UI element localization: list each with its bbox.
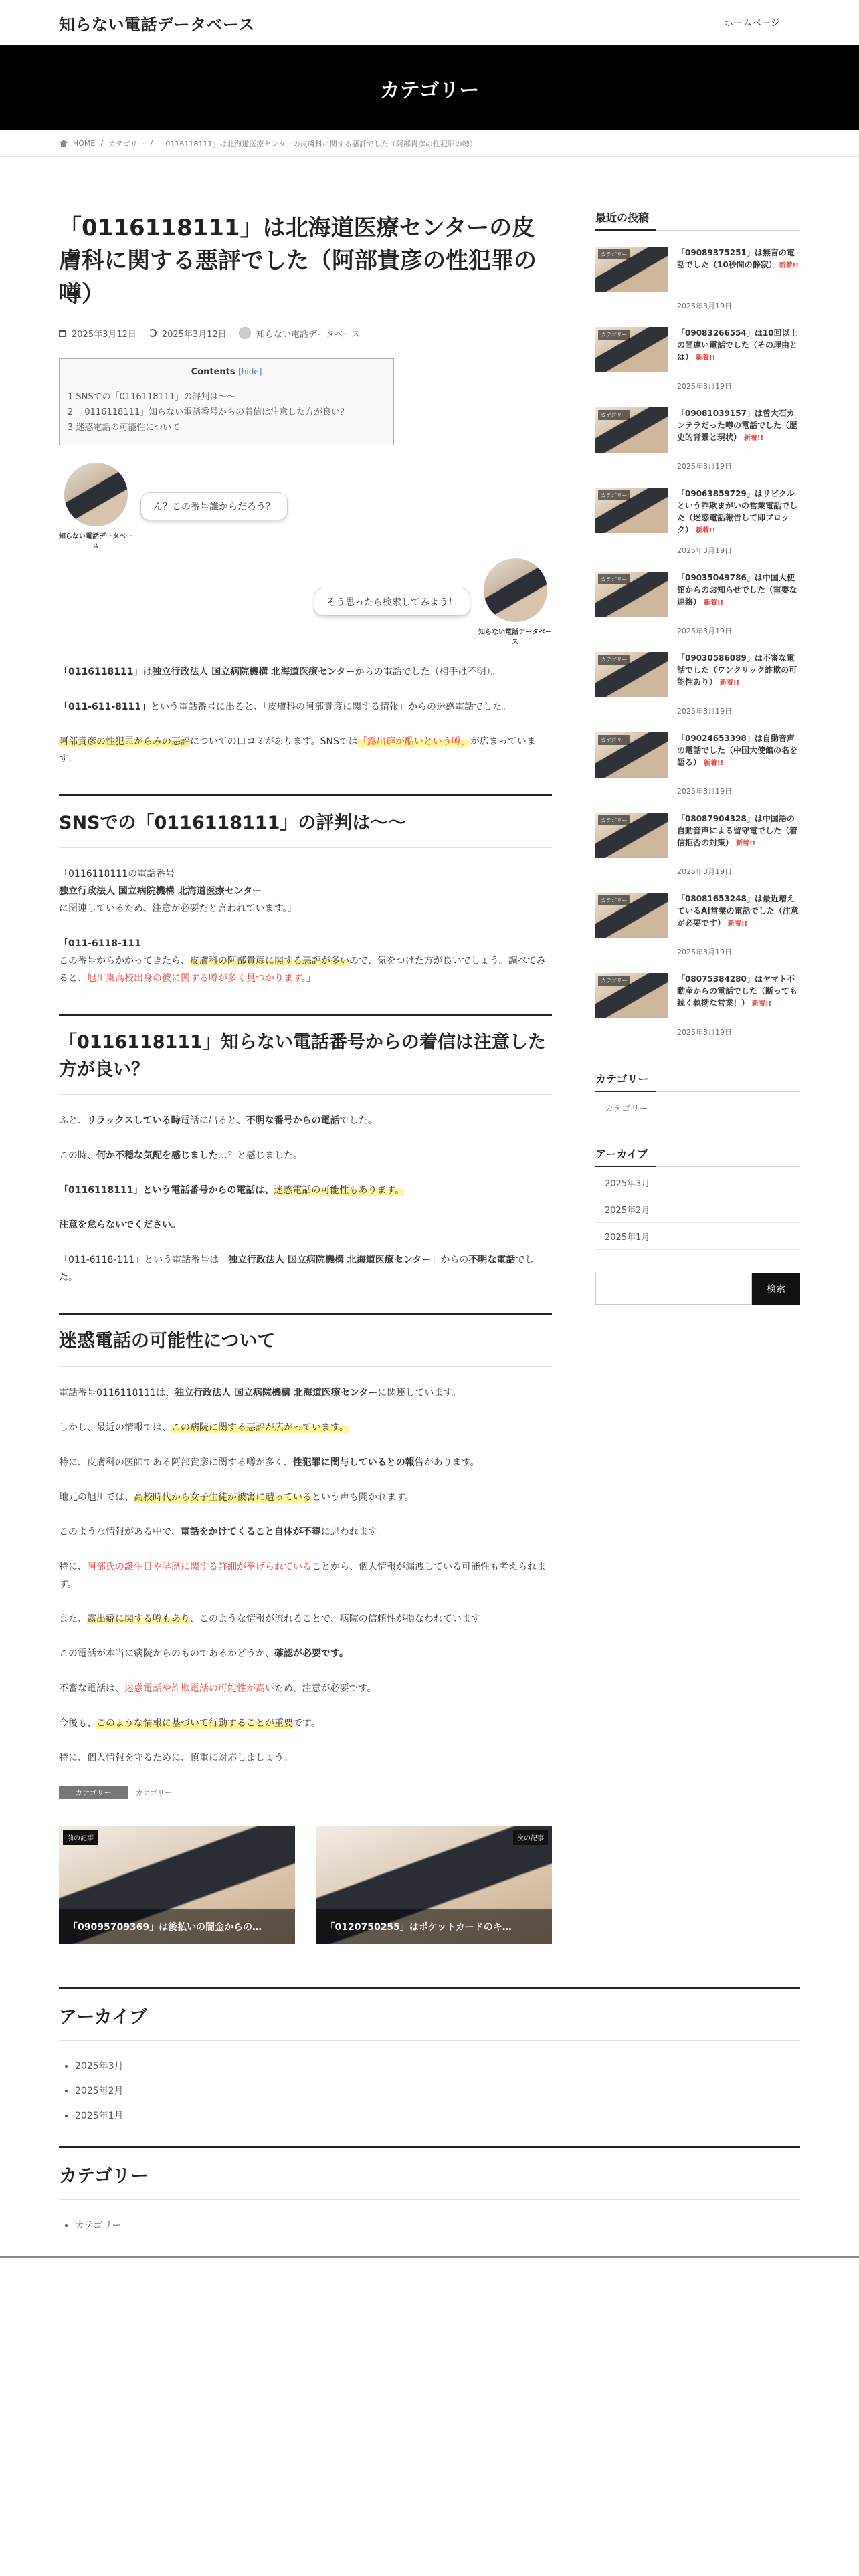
recent-post-title-wrap[interactable]: [677, 732, 800, 778]
text: …？と感じました。: [218, 1150, 302, 1162]
text: 」: [306, 973, 316, 984]
new-badge: 新着!!: [720, 679, 740, 687]
paragraph: [59, 1489, 552, 1506]
archive-link[interactable]: 2025年3月: [75, 2060, 124, 2072]
category-link[interactable]: カテゴリー: [75, 2220, 122, 2231]
thumb-category-label: カテゴリー: [598, 410, 630, 420]
text-strong: 「0116118111」という電話番号からの電話は、: [59, 1185, 274, 1196]
text: 」からの: [431, 1255, 469, 1266]
text: 、このような情報が流れることで、病院の信頼性が損なわれています。: [190, 1613, 489, 1624]
text: しかし、最近の情報では、: [59, 1422, 171, 1433]
text: でした。: [59, 1255, 535, 1283]
new-badge: 新着!!: [728, 920, 748, 928]
recent-post-thumbnail[interactable]: [595, 488, 668, 533]
balloon-name: 知らない電話データベース: [478, 628, 552, 646]
search-button[interactable]: 検索: [752, 1273, 800, 1305]
archive-item[interactable]: [595, 1196, 800, 1223]
prev-label: 前の記事: [63, 1830, 98, 1845]
text-strong: 独立行政法人 国立病院機構 北海道医療センター: [228, 1255, 432, 1266]
paragraph: [59, 1112, 552, 1130]
text: ため、注意が必要です。: [274, 1683, 377, 1694]
text-red: 「露出癖が酷いという噂」: [357, 736, 470, 747]
recent-post-title[interactable]: 「09030586089」は不審な電話でした（ワンクリック詐欺の可能性あり）: [677, 653, 797, 687]
intro-paragraph: [59, 663, 552, 681]
recent-post-title-wrap[interactable]: [677, 652, 800, 697]
prev-title: 「09095709369」は後払いの闇金からの…: [59, 1909, 295, 1944]
new-badge: 新着!!: [744, 435, 764, 442]
recent-post-title[interactable]: 「09089375251」は無言の電話でした（10秒間の静寂）: [677, 248, 795, 270]
recent-post-thumbnail[interactable]: [595, 813, 668, 858]
balloon-text: そう思ったら検索してみよう！: [314, 588, 470, 616]
archive-link[interactable]: 2025年1月: [605, 1232, 650, 1243]
recent-post[interactable]: [595, 572, 800, 617]
recent-post-item[interactable]: [595, 407, 800, 471]
author-avatar: [239, 327, 251, 339]
paragraph: [59, 1558, 552, 1593]
text-highlight: この病院に関する悪評が広がっています。: [171, 1422, 349, 1433]
text-strong: 性犯罪に関与しているとの報告: [292, 1457, 424, 1468]
thumb-category-label: カテゴリー: [598, 735, 630, 745]
recent-post-date: 2025年3月19日: [677, 867, 732, 876]
recent-post-title-wrap[interactable]: [677, 407, 800, 453]
recent-post-item[interactable]: [595, 973, 800, 1037]
category-item[interactable]: [595, 1095, 800, 1121]
published-date: 2025年3月12日: [72, 329, 136, 340]
text: この時、: [59, 1150, 96, 1162]
text-strong: 独立行政法人 国立病院機構 北海道医療センター: [152, 666, 355, 677]
text: です。: [293, 1717, 320, 1729]
text: があります。: [423, 1457, 480, 1468]
recent-post[interactable]: [595, 893, 800, 938]
paragraph: [59, 1523, 552, 1541]
recent-post-thumbnail[interactable]: [595, 572, 668, 617]
home-icon: [59, 140, 68, 147]
text: からの電話でした（相手は不明）。: [355, 666, 500, 677]
speech-balloon-right: [59, 558, 552, 646]
text-highlight: 迷惑電話の可能性もあります。: [274, 1185, 405, 1196]
text: このような情報がある中で、: [59, 1526, 181, 1537]
recent-post[interactable]: [595, 247, 800, 292]
archive-link[interactable]: 2025年2月: [75, 2085, 124, 2097]
paragraph: [59, 1182, 552, 1199]
new-badge: 新着!!: [696, 527, 716, 534]
text: は: [142, 666, 153, 677]
intro-paragraph: [59, 698, 552, 716]
toc-header: [68, 367, 385, 377]
text-red: 阿部氏の誕生日や学歴に関する詳細が挙げられている: [87, 1561, 312, 1572]
text: この番号からかかってきたら、: [59, 956, 190, 967]
recent-post-title-wrap[interactable]: [677, 327, 800, 372]
update-icon: [149, 329, 157, 337]
text: に関連しています。: [377, 1387, 462, 1398]
recent-post-thumbnail[interactable]: [595, 327, 668, 372]
footer-category-list: [59, 2214, 800, 2238]
text-strong: 電話をかけてくること自体が不審: [180, 1526, 321, 1537]
recent-post-title[interactable]: 「09024653398」は自動音声の電話でした（中国大使館の名を語る）: [677, 734, 798, 767]
sidebar: [595, 187, 800, 1944]
section-heading: 迷惑電話の可能性について: [59, 1313, 552, 1367]
recent-post-date: 2025年3月19日: [677, 382, 732, 391]
recent-post-date: 2025年3月19日: [677, 546, 732, 555]
site-header: [0, 0, 859, 45]
balloon-avatar: [478, 558, 552, 646]
new-badge: 新着!!: [752, 1000, 772, 1008]
recent-post-title[interactable]: 「09035049786」は中国大使館からのお知らせでした（重要な連絡）: [677, 573, 797, 607]
text: に関連しているため、注意が必要だと言われています。」: [59, 903, 297, 915]
text-strong: 「0116118111」: [59, 666, 143, 677]
recent-post-item[interactable]: [595, 732, 800, 796]
toc-item[interactable]: 2 「0116118111」知らない電話番号からの着信は注意した方が良い？: [68, 407, 349, 417]
recent-post-title[interactable]: 「09083266554」は10回以上の間違い電話でした（その理由とは）: [677, 328, 798, 362]
text: ことから、個人情報が漏洩している可能性も考えられます。: [59, 1561, 546, 1590]
breadcrumb-current: 「0116118111」は北海道医療センターの皮膚科に関する悪評でした（阿部貴彦の性犯罪の噂）: [158, 139, 477, 148]
quote-paragraph: [59, 865, 552, 918]
recent-post-date: 2025年3月19日: [677, 948, 732, 956]
content-layout: [0, 187, 859, 1944]
recent-post-thumbnail[interactable]: [595, 407, 668, 453]
paragraph: [59, 1610, 552, 1628]
article: [59, 187, 552, 1944]
text: 今後も、: [59, 1717, 96, 1729]
calendar-icon: [59, 330, 66, 337]
toc-title: Contents: [191, 366, 235, 377]
text: に思われます。: [320, 1526, 386, 1537]
paragraph: [59, 1454, 552, 1471]
archive-item[interactable]: [595, 1223, 800, 1250]
new-badge: 新着!!: [704, 760, 724, 767]
recent-post-thumbnail[interactable]: [595, 732, 668, 778]
text: 電話に出ると、: [180, 1115, 246, 1127]
prev-post-card[interactable]: [59, 1826, 295, 1944]
text: ふと、: [59, 1115, 87, 1127]
post-navigation: [59, 1826, 552, 1944]
recent-post-thumbnail[interactable]: [595, 247, 668, 292]
text-strong: 不明な電話: [468, 1255, 516, 1266]
thumb-category-label: カテゴリー: [598, 330, 630, 340]
text: 「0116118111の電話番号: [59, 869, 175, 880]
balloon-avatar: [59, 463, 132, 550]
category-link[interactable]: カテゴリー: [605, 1104, 648, 1114]
quote-paragraph: [59, 935, 552, 987]
paragraph: 注意を怠らないでください。: [59, 1220, 181, 1231]
recent-post-title[interactable]: 「08081653248」は最近増えているAI営業の電話でした（注意が必要です）: [677, 894, 799, 928]
text: 特に、: [59, 1561, 87, 1572]
text-strong: 不明な番号からの電話: [246, 1115, 340, 1127]
footer-archive-item[interactable]: [75, 2104, 800, 2129]
next-post-card[interactable]: [316, 1826, 553, 1944]
text-red: 旭川東高校出身の彼に関する噂が多く見つかります。: [87, 973, 306, 984]
phone-photo-avatar: [64, 463, 128, 526]
paragraph: [59, 1384, 552, 1402]
footer-widgets: [0, 1987, 859, 2238]
thumb-category-label: カテゴリー: [598, 574, 630, 584]
recent-post[interactable]: [595, 327, 800, 372]
recent-post-title-wrap[interactable]: [677, 572, 800, 617]
footer-category-title: カテゴリー: [59, 2146, 800, 2200]
archive-link[interactable]: 2025年2月: [605, 1206, 650, 1216]
new-badge: 新着!!: [736, 840, 756, 847]
thumb-category-label: カテゴリー: [598, 976, 630, 986]
recent-post[interactable]: [595, 732, 800, 778]
site-title[interactable]: 知らない電話データベース: [59, 15, 255, 34]
recent-post-date: 2025年3月19日: [677, 462, 732, 471]
recent-post-item[interactable]: [595, 488, 800, 556]
category-link[interactable]: カテゴリー: [135, 1788, 173, 1797]
recent-post-item[interactable]: [595, 327, 800, 391]
category-list: [595, 1095, 800, 1121]
text: 不審な電話は、: [59, 1683, 124, 1694]
recent-post-title-wrap[interactable]: [677, 247, 800, 292]
text-strong: 「011-611-8111」: [59, 701, 151, 712]
toc-item[interactable]: 3 迷惑電話の可能性について: [68, 422, 181, 433]
recent-post-thumbnail[interactable]: [595, 893, 668, 938]
recent-post[interactable]: [595, 407, 800, 453]
balloon-text: ん？この番号誰からだろう？: [140, 492, 288, 520]
recent-post-title-wrap[interactable]: [677, 973, 800, 1018]
nav-home-link[interactable]: ホームページ: [724, 18, 780, 29]
recent-post-date: 2025年3月19日: [677, 627, 732, 635]
balloon-name: 知らない電話データベース: [59, 532, 132, 550]
recent-post-item[interactable]: [595, 813, 800, 877]
text-strong: リラックスしている時: [87, 1115, 181, 1127]
recent-post[interactable]: [595, 973, 800, 1018]
recent-post-title-wrap[interactable]: [677, 813, 800, 858]
breadcrumb-category[interactable]: カテゴリー: [108, 139, 145, 148]
text: 「011-6118-111」という電話番号は「: [59, 1255, 229, 1266]
text-strong: 何か不穏な気配を感じました: [96, 1150, 218, 1162]
text: 地元の旭川では、: [59, 1491, 134, 1503]
thumb-category-label: カテゴリー: [598, 655, 630, 665]
breadcrumb: [0, 130, 859, 157]
author-name[interactable]: 知らない電話データベース: [256, 329, 361, 340]
paragraph: [59, 1147, 552, 1164]
text: についての口コミがあります。SNSでは: [190, 736, 358, 747]
recent-post-date: 2025年3月19日: [677, 1028, 732, 1037]
archive-link[interactable]: 2025年3月: [605, 1179, 650, 1189]
archive-link[interactable]: 2025年1月: [75, 2110, 124, 2121]
section-heading: 「0116118111」知らない電話番号からの着信は注意した方が良い？: [59, 1014, 552, 1095]
next-title: 「0120750255」はポケットカードのキ…: [316, 1909, 553, 1944]
footer-archive-list: [59, 2054, 800, 2129]
recent-post[interactable]: [595, 813, 800, 858]
text: 電話番号0116118111は、: [59, 1387, 175, 1398]
text-strong: 独立行政法人 国立病院機構 北海道医療センター: [175, 1387, 378, 1398]
text: また、: [59, 1613, 87, 1624]
recent-post-date: 2025年3月19日: [677, 787, 732, 796]
recent-post-thumbnail[interactable]: [595, 973, 668, 1018]
paragraph: [59, 1715, 552, 1732]
recent-post-item[interactable]: [595, 893, 800, 957]
text-highlight: 露出癖に関する噂もあり: [87, 1613, 190, 1624]
recent-post-date: 2025年3月19日: [677, 707, 732, 716]
intro-paragraph: [59, 733, 552, 768]
recent-post-date: 2025年3月19日: [677, 302, 732, 310]
recent-post-item[interactable]: [595, 247, 800, 311]
recent-post-title[interactable]: 「08087904328」は中国語の自動音声による留守電でした（着信拒否の対策）: [677, 814, 798, 847]
recent-post[interactable]: [595, 652, 800, 697]
text-strong: 独立行政法人 国立病院機構 北海道医療センター: [59, 886, 262, 897]
paragraph: 特に、個人情報を守るために、慎重に対応しましょう。: [59, 1752, 293, 1763]
text-highlight: 阿部貴彦の性犯罪がらみの悪評: [59, 736, 190, 747]
new-badge: 新着!!: [704, 599, 724, 607]
toc-list: [68, 389, 385, 435]
table-of-contents: [59, 358, 394, 445]
recent-post-title[interactable]: 「09063859729」はリビクルという詐欺まがいの営業電話でした（迷惑電話報告して即ブロック）: [677, 489, 798, 534]
recent-post-title[interactable]: 「08075384280」はヤマト不動産からの電話でした（断っても続く執拗な営業！）: [677, 974, 798, 1008]
text: 特に、皮膚科の医師である阿部貴彦に関する噂が多く、: [59, 1457, 293, 1468]
text-strong: 「011-6118-111: [59, 938, 142, 950]
text: この電話が本当に病院からのものであるかどうか、: [59, 1648, 274, 1659]
recent-post-item[interactable]: [595, 652, 800, 716]
text-highlight: 皮膚科の阿部貴彦に関する悪評が多い: [190, 956, 349, 967]
text-red: 迷惑電話や詐欺電話の可能性が高い: [124, 1683, 274, 1694]
footer-divider: [0, 2256, 859, 2258]
thumb-category-label: カテゴリー: [598, 815, 630, 825]
text-strong: 確認が必要です。: [274, 1648, 349, 1659]
search-input[interactable]: [595, 1273, 752, 1305]
next-label: 次の記事: [513, 1830, 548, 1845]
search-form: [595, 1273, 800, 1305]
paragraph: [59, 1419, 552, 1436]
section-heading: SNSでの「0116118111」の評判は〜〜: [59, 794, 552, 849]
breadcrumb-separator: /: [150, 139, 153, 148]
recent-post-thumbnail[interactable]: [595, 652, 668, 697]
breadcrumb-separator: /: [100, 139, 104, 148]
footer-category-item[interactable]: [75, 2214, 800, 2238]
paragraph: [59, 1680, 552, 1697]
text-highlight: このような情報に基づいて行動することが重要: [96, 1717, 293, 1729]
post-tags: [59, 1786, 552, 1799]
recent-post-item[interactable]: [595, 572, 800, 636]
category-hero: カテゴリー: [0, 45, 859, 130]
category-pill[interactable]: カテゴリー: [59, 1786, 128, 1799]
thumb-category-label: カテゴリー: [598, 895, 630, 905]
recent-post-title-wrap[interactable]: [677, 488, 800, 537]
recent-post-title-wrap[interactable]: [677, 893, 800, 938]
paragraph: [59, 1251, 552, 1286]
speech-balloon-left: [59, 463, 552, 550]
text-highlight: 高校時代から女子生徒が被害に遭っている: [134, 1491, 312, 1503]
article-meta: [59, 327, 552, 340]
text: でした。: [339, 1115, 377, 1127]
new-badge: 新着!!: [779, 262, 799, 270]
updated-date: 2025年3月12日: [161, 329, 227, 340]
paragraph: [59, 1645, 552, 1662]
new-badge: 新着!!: [696, 354, 716, 362]
text: ので、気をつけた方が良いでしょう。調べてみると、: [59, 956, 546, 984]
text: という電話番号に出ると、「皮膚科の阿部貴彦に関する情報」からの迷惑電話でした。: [151, 701, 512, 712]
text: が広まっています。: [59, 736, 536, 764]
thumb-category-label: カテゴリー: [598, 490, 630, 500]
recent-posts-title: 最近の投稿: [595, 209, 800, 231]
recent-posts-list: [595, 247, 800, 1037]
breadcrumb-home[interactable]: HOME: [73, 139, 96, 148]
recent-post-title[interactable]: 「09081039157」は曽大石カンテラだった噂の電話でした（歴史的背景と現状）: [677, 409, 798, 442]
text: という声も聞かれます。: [312, 1491, 414, 1503]
phone-photo-avatar: [484, 558, 547, 622]
toc-hide-link[interactable]: [hide]: [238, 366, 262, 377]
archive-item[interactable]: [595, 1170, 800, 1196]
thumb-category-label: カテゴリー: [598, 249, 630, 259]
footer-archive-title: アーカイブ: [59, 1987, 800, 2041]
footer-archive-item[interactable]: [75, 2054, 800, 2079]
category-widget-title: カテゴリー: [595, 1071, 800, 1092]
article-title: 「0116118111」は北海道医療センターの皮膚科に関する悪評でした（阿部貴彦の性犯罪の噂）: [59, 215, 537, 308]
archive-list: [595, 1170, 800, 1250]
toc-item[interactable]: 1 SNSでの「0116118111」の評判は〜〜: [68, 391, 236, 402]
recent-post[interactable]: [595, 488, 800, 537]
archive-widget-title: アーカイブ: [595, 1146, 800, 1167]
footer-archive-item[interactable]: [75, 2079, 800, 2104]
